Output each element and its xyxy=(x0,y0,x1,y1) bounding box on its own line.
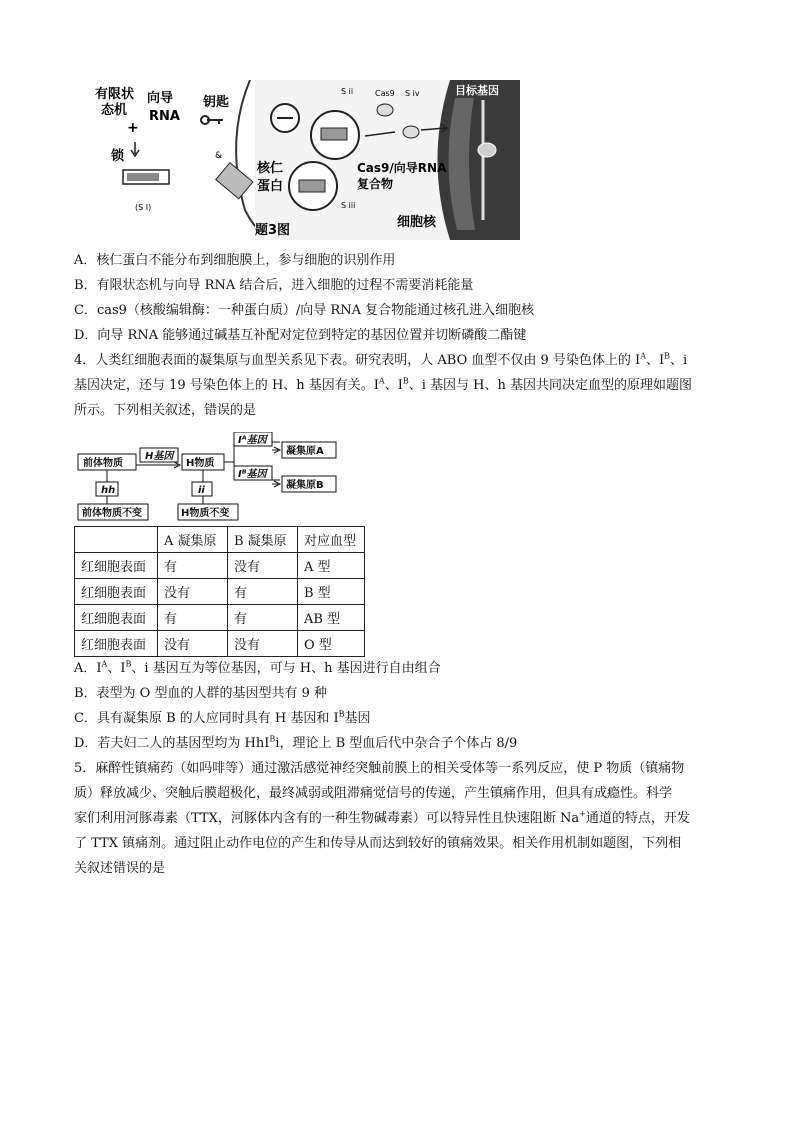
table-header-cell: A 凝集原 xyxy=(158,527,228,553)
q5-stem-line1: 5．麻醉性镇痛药（如吗啡等）通过激活感觉神经突触前膜上的相关受体等一系列反应，使 P 物质（镇痛物 xyxy=(74,761,685,776)
label-fsm-2: 态机 xyxy=(101,103,128,118)
q4-stem-line1: 4．人类红细胞表面的凝集原与血型关系见下表。研究表明，人 ABO 血型不仅由 9 号染色体上的 $I^A$、$I^B$、i xyxy=(74,351,688,368)
q3-option-c: C．cas9（核酸编辑酶：一种蛋白质）/向导 RNA 复合物能通过核孔进入细胞核 xyxy=(74,303,535,318)
blood-type-pathway-diagram xyxy=(74,432,344,522)
q4-option-d: D．若夫妇二人的基因型均为 HhI$^B$i，理论上 B 型血后代中杂合子个体占 8/9 xyxy=(74,734,518,751)
table-row xyxy=(75,579,365,605)
text-h-gene: H基因 xyxy=(145,451,174,462)
table-cell xyxy=(75,527,158,553)
text-ii: ii xyxy=(198,485,205,496)
q5-stem-line5: 关叙述错误的是 xyxy=(74,861,166,876)
figure-caption: 题3图 xyxy=(255,223,291,238)
label-nucleolin-1: 核仁 xyxy=(257,161,284,176)
table-cell: O 型 xyxy=(298,631,365,657)
label-plus: + xyxy=(127,120,139,136)
table-cell: 没有 xyxy=(158,579,228,605)
table-cell: A 型 xyxy=(298,553,365,579)
table-cell: 有 xyxy=(228,605,298,631)
arrow-down-1 xyxy=(131,142,139,156)
q4-option-c: C．具有凝集原 B 的人应同时具有 H 基因和 $I^B$基因 xyxy=(74,709,371,726)
text-h-unchanged: H物质不变 xyxy=(181,508,230,519)
complex-blob xyxy=(403,126,419,138)
label-key: 钥匙 xyxy=(203,95,230,110)
text-h-substance: H物质 xyxy=(186,458,215,469)
cas9-blob xyxy=(377,104,393,116)
text-precursor-unchanged: 前体物质不变 xyxy=(82,508,142,519)
table-header-cell: B 凝集原 xyxy=(228,527,298,553)
q5-stem-line3: 家们利用河豚毒素（TTX，河豚体内含有的一种生物碱毒素）可以特异性且快速阻断 Na+通道的特点，开发 xyxy=(74,809,690,826)
table-cell: 红细胞表面 xyxy=(75,605,158,631)
endosome-upper-cargo xyxy=(321,128,347,140)
text-ia-gene: Iᴬ基因 xyxy=(238,435,267,446)
table-cell: 没有 xyxy=(228,631,298,657)
label-complex-1: Cas9/向导RNA xyxy=(357,161,447,175)
arrow-to-b xyxy=(272,481,280,487)
table-cell: 红细胞表面 xyxy=(75,579,158,605)
label-lock: 锁 xyxy=(111,149,125,164)
text-agglutinogen-b: 凝集原B xyxy=(286,480,324,491)
text-agglutinogen-a: 凝集原A xyxy=(286,446,324,457)
q3-option-b: B．有限状态机与向导 RNA 结合后，进入细胞的过程不需要消耗能量 xyxy=(74,278,474,293)
cas9-on-gene xyxy=(478,143,496,157)
q4-option-a: A．$I^A$、$I^B$、i 基因互为等位基因，可与 H、h 基因进行自由组合 xyxy=(74,659,441,676)
label-complex-2: 复合物 xyxy=(357,177,394,191)
text-ib-gene: Iᴮ基因 xyxy=(238,469,267,480)
q4-stem-line2: 基因决定，还与 19 号染色体上的 H、h 基因有关。$I^A$、$I^B$、i 基因与 H、h 基因共同决定血型的原理如题图 xyxy=(74,376,692,393)
table-cell: 没有 xyxy=(158,631,228,657)
table-cell: 红细胞表面 xyxy=(75,553,158,579)
fsm-device-inner xyxy=(127,173,159,181)
label-fsm-1: 有限状 xyxy=(95,87,135,102)
question-3-figure xyxy=(95,80,520,240)
table-row xyxy=(75,605,365,631)
label-guide: 向导 xyxy=(147,91,174,106)
label-cas9: Cas9 xyxy=(375,89,395,98)
table-header-row xyxy=(75,527,365,553)
table-cell: AB 型 xyxy=(298,605,365,631)
q5-stem-line4: 了 TTX 镇痛剂。通过阻止动作电位的产生和传导从而达到较好的镇痛效果。相关作用机制如题图，下列相 xyxy=(74,836,682,851)
table-row xyxy=(75,631,365,657)
table-cell: 红细胞表面 xyxy=(75,631,158,657)
label-amp: & xyxy=(215,151,223,161)
table-header-cell: 对应血型 xyxy=(298,527,365,553)
q3-option-d: D．向导 RNA 能够通过碱基互补配对定位到特定的基因位置并切断磷酸二酯键 xyxy=(74,328,527,343)
label-sii: S ii xyxy=(341,87,354,96)
q4-option-b: B．表型为 O 型血的人群的基因型共有 9 种 xyxy=(74,686,328,701)
label-target-gene: 目标基因 xyxy=(455,84,499,97)
table-cell: B 型 xyxy=(298,579,365,605)
q5-stem-line2: 质）释放减少、突触后膜超极化，最终减弱或阻滞痛觉信号的传递，产生镇痛作用，但具有成瘾性。科学 xyxy=(74,786,673,801)
label-nucleus: 细胞核 xyxy=(397,215,437,230)
table-cell: 有 xyxy=(228,579,298,605)
arrow-to-a xyxy=(272,447,280,453)
label-si: (S I) xyxy=(135,203,152,212)
text-precursor: 前体物质 xyxy=(83,458,123,469)
table-cell: 没有 xyxy=(228,553,298,579)
label-rna: RNA xyxy=(149,109,180,124)
table-cell: 有 xyxy=(158,553,228,579)
text-hh: hh xyxy=(101,485,116,496)
label-nucleolin-2: 蛋白 xyxy=(257,179,284,194)
q3-option-a: A．核仁蛋白不能分布到细胞膜上，参与细胞的识别作用 xyxy=(74,253,396,268)
blood-type-table xyxy=(74,526,365,657)
label-siv: S iv xyxy=(405,89,420,98)
endosome-lower-cargo xyxy=(299,180,325,192)
label-siii: S iii xyxy=(341,201,356,210)
table-row xyxy=(75,553,365,579)
table-cell: 有 xyxy=(158,605,228,631)
membrane-complex xyxy=(216,163,253,199)
arrow-precursor-to-h xyxy=(136,462,180,468)
q4-stem-line3: 所示。下列相关叙述，错误的是 xyxy=(74,403,257,418)
